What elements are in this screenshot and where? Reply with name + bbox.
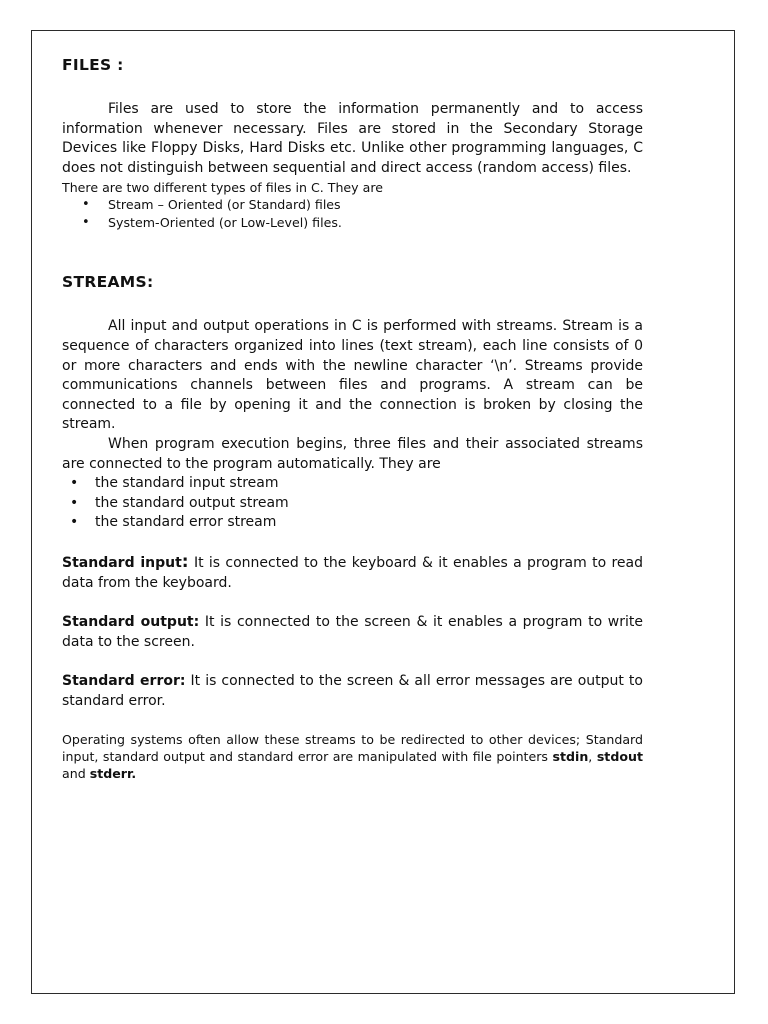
closing-paragraph [62, 731, 643, 782]
standard-streams-list [62, 474, 643, 533]
streams-paragraph: All input and output operations in C is performed with streams. Stream is a sequence of characters organized into lines (text stream), each line consists of 0 or more characters and ends with the newline character ‘\n’. Streams provide communications channels between files and programs. A stream can be connected to a file by opening it and the connection is broken by closing the stream. [62, 318, 643, 433]
list-item: • Stream – Oriented (or Standard) files [62, 196, 643, 214]
file-types-intro: There are two different types of files in C. They are [62, 180, 383, 196]
file-types-list [62, 196, 643, 231]
standard-error-term: Standard error: [62, 673, 186, 690]
standard-output-definition [62, 613, 643, 652]
stdin-term: stdin [552, 749, 589, 765]
standard-input-definition [62, 553, 643, 593]
streams-paragraph-2: When program execution begins, three files and their associated streams are connected to the program automatically. They are [62, 435, 643, 472]
list-item: • System-Oriented (or Low-Level) files. [62, 214, 643, 232]
stderr-term: stderr. [89, 766, 137, 782]
stdout-term: stdout [596, 749, 643, 765]
list-item: • the standard error stream [62, 513, 643, 533]
list-item: • the standard input stream [62, 474, 643, 494]
standard-input-text: It is connected to the keyboard & it enables a program to read data from the keyboard. [62, 554, 643, 591]
standard-input-term: Standard input [62, 554, 182, 571]
standard-error-definition [62, 672, 643, 711]
standard-output-text: It is connected to the screen & it enables a program to write data to the screen. [62, 614, 643, 650]
files-heading: FILES : [62, 56, 124, 74]
closing-and: and [62, 766, 90, 782]
standard-input-colon: : [181, 551, 189, 572]
list-item: • the standard output stream [62, 494, 643, 514]
closing-text: Operating systems often allow these streams to be redirected to other devices; Standard input, standard output and standard error are manipulated with file pointers [62, 732, 643, 765]
files-paragraph: Files are used to store the information permanently and to access information whenever necessary. Files are stored in the Secondary Storage Devices like Floppy Disks, Hard Disks etc. Unlike other programming languages, C does not distinguish between sequential and direct access (random access) files. [62, 101, 643, 176]
streams-heading: STREAMS: [62, 273, 154, 292]
document-content [62, 56, 643, 782]
standard-output-term: Standard output: [62, 614, 200, 631]
standard-error-text: It is connected to the screen & all error messages are output to standard error. [62, 673, 643, 709]
closing-comma: , [588, 749, 593, 765]
